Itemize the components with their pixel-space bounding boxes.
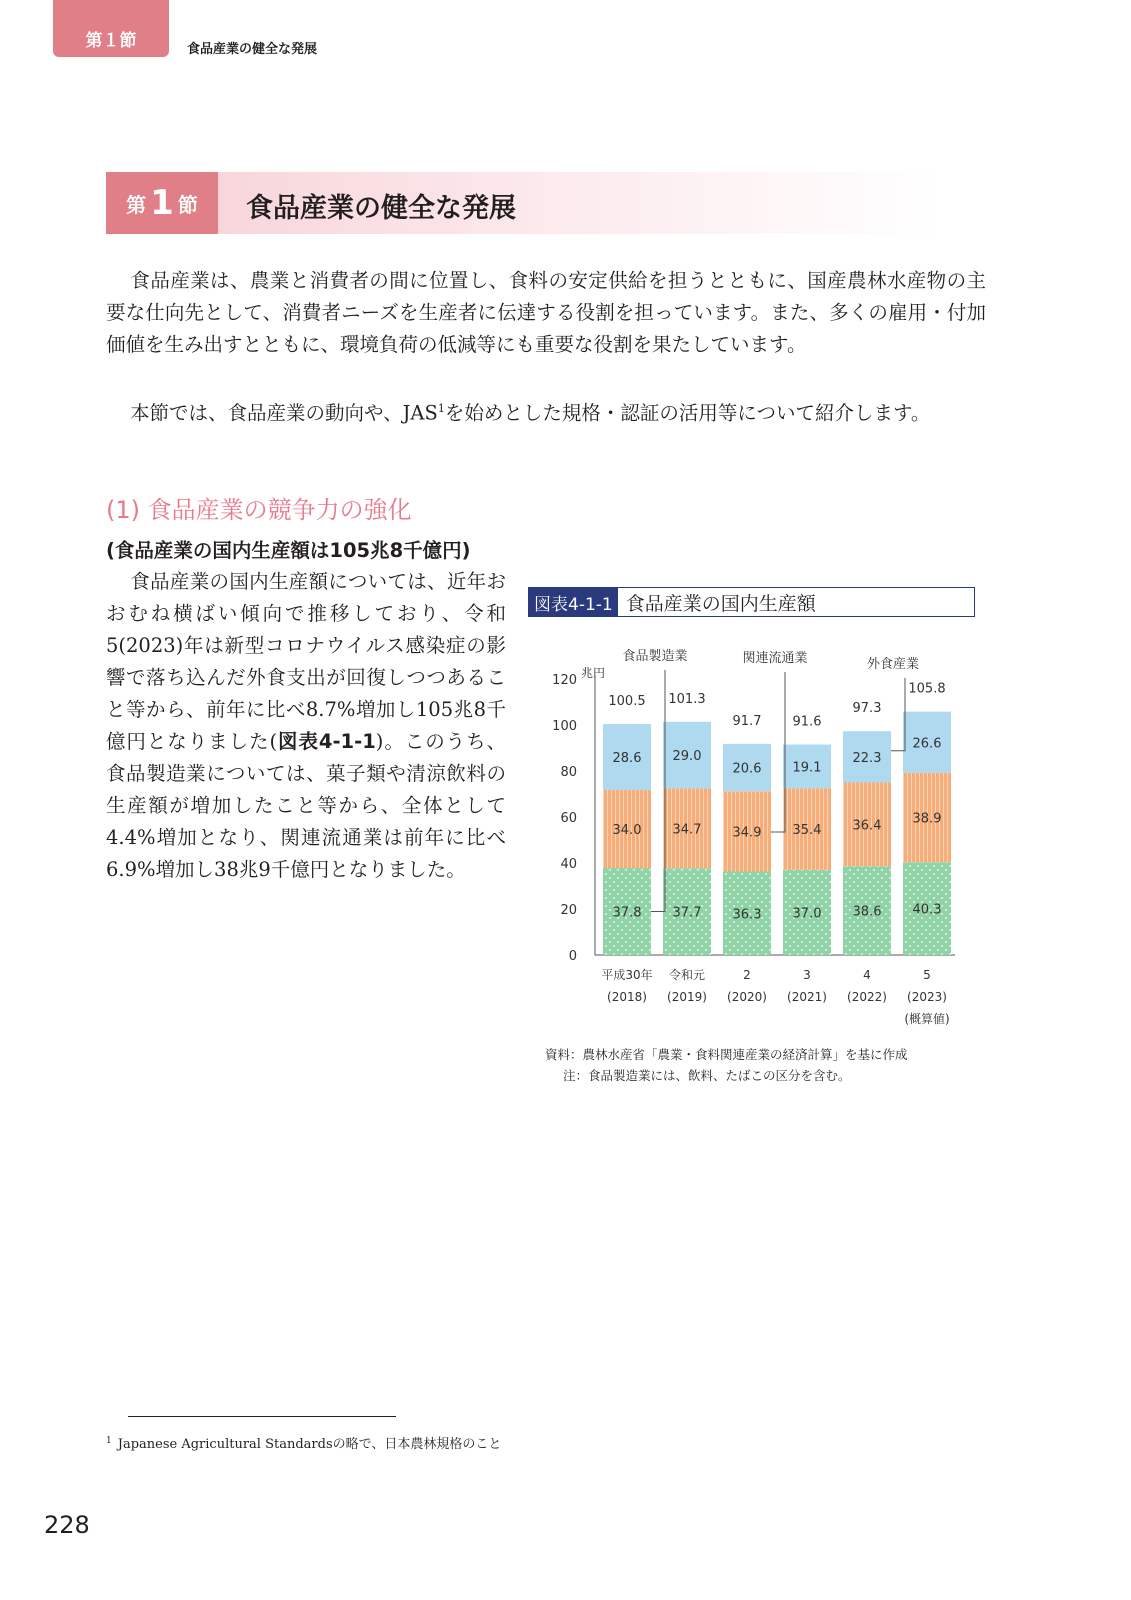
footnote-ref: 1 xyxy=(437,402,445,415)
y-tick-label: 20 xyxy=(560,903,577,918)
section-title: 食品産業の健全な発展 xyxy=(246,193,516,224)
bar-value-label: 37.8 xyxy=(612,905,642,921)
intro-text-2b: を始めとした規格・認証の活用等について紹介します。 xyxy=(444,401,931,425)
bar-value-label: 34.9 xyxy=(732,825,762,841)
y-tick-label: 100 xyxy=(552,719,577,734)
subsection-text-a: 食品産業の国内生産額については、近年おおむね横ばい傾向で推移しており、令和5(2023)年は新型コロナウイルス感染症の影響で落ち込んだ外食支出が回復しつつあること等から、前年に比べ8.7%増加し105兆8千億円となりました( xyxy=(106,570,506,753)
bar-value-label: 28.6 xyxy=(612,750,642,766)
legend-leader-line xyxy=(891,678,905,751)
x-category-label: 令和元 xyxy=(668,968,706,982)
legend-leader-line xyxy=(651,670,665,912)
x-category-label: 4 xyxy=(863,968,871,982)
section-prefix: 第 xyxy=(126,192,147,217)
bar-value-label: 37.7 xyxy=(672,905,702,921)
bar-total-label: 100.5 xyxy=(608,694,646,710)
running-header-title: 食品産業の健全な発展 xyxy=(187,42,318,57)
x-category-label: (2023) xyxy=(907,990,947,1004)
footnote-mark: 1 xyxy=(106,1435,112,1446)
stacked-bar-chart xyxy=(540,640,980,1035)
footnote xyxy=(106,1433,501,1452)
bar-total-label: 105.8 xyxy=(908,681,946,697)
bar-total-label: 91.7 xyxy=(732,713,762,729)
x-category-label: (2022) xyxy=(847,990,887,1004)
figure-number: 図表4-1-1 xyxy=(529,588,618,616)
y-axis-unit: 兆円 xyxy=(581,666,606,680)
bar-value-label: 36.3 xyxy=(732,907,762,923)
bar-value-label: 22.3 xyxy=(852,750,882,766)
bar-value-label: 38.9 xyxy=(912,811,942,827)
intro-paragraph-2 xyxy=(106,393,986,430)
x-category-label: (概算値) xyxy=(904,1012,950,1026)
bar-total-label: 97.3 xyxy=(852,701,882,717)
legend-leader-line xyxy=(771,672,785,832)
x-category-label: (2019) xyxy=(667,990,707,1004)
bar-value-label: 37.0 xyxy=(792,906,822,922)
footnote-text: Japanese Agricultural Standardsの略で、日本農林規格のこと xyxy=(117,1437,502,1452)
figure-note: 注：食品製造業には、飲料、たばこの区分を含む。 xyxy=(563,1068,851,1083)
legend-label: 食品製造業 xyxy=(622,649,688,664)
y-tick-label: 0 xyxy=(568,949,577,964)
running-header-section: 第１節 xyxy=(85,31,137,51)
x-category-label: 5 xyxy=(923,968,931,982)
x-category-label: (2021) xyxy=(787,990,827,1004)
section-number: 1 xyxy=(150,183,174,223)
legend-label: 関連流通業 xyxy=(742,651,808,666)
bar-value-label: 20.6 xyxy=(732,761,762,777)
bar-value-label: 29.0 xyxy=(672,749,702,765)
figure-title: 食品産業の国内生産額 xyxy=(625,592,816,615)
subsection-bold-heading: (食品産業の国内生産額は105兆8千億円) xyxy=(106,539,471,562)
y-tick-label: 80 xyxy=(560,765,577,780)
y-tick-label: 40 xyxy=(560,857,577,872)
bar-value-label: 19.1 xyxy=(792,760,822,776)
bar-value-label: 35.4 xyxy=(792,823,822,839)
intro-paragraph-1 xyxy=(106,265,986,361)
bar-value-label: 34.7 xyxy=(672,822,702,838)
y-tick-label: 60 xyxy=(560,811,577,826)
running-header-section-tab xyxy=(53,0,169,57)
bar-value-label: 38.6 xyxy=(852,904,882,920)
section-banner xyxy=(106,172,940,234)
figure-reference: 図表4-1-1 xyxy=(277,730,376,753)
section-badge xyxy=(106,172,218,234)
subsection-paragraph xyxy=(106,566,506,886)
figure-header xyxy=(528,587,975,617)
bar-value-label: 40.3 xyxy=(912,902,942,918)
legend-label: 外食産業 xyxy=(866,657,920,672)
intro-text-1: 食品産業は、農業と消費者の間に位置し、食料の安定供給を担うとともに、国産農林水産物の主要な仕向先として、消費者ニーズを生産者に伝達する役割を担っています。また、多くの雇用・付加価値を生み出すとともに、環境負荷の低減等にも重要な役割を果たしています。 xyxy=(106,269,986,356)
bar-value-label: 34.0 xyxy=(612,822,642,838)
footnote-divider xyxy=(128,1416,396,1417)
y-tick-label: 120 xyxy=(552,673,577,688)
intro-text-2a: 本節では、食品産業の動向や、JAS xyxy=(130,401,438,425)
x-category-label: 3 xyxy=(803,968,811,982)
page-number: 228 xyxy=(44,1511,90,1539)
section-suffix: 節 xyxy=(177,192,198,217)
subsection-heading: (1) 食品産業の競争力の強化 xyxy=(106,496,412,524)
x-category-label: (2020) xyxy=(727,990,767,1004)
bar-value-label: 26.6 xyxy=(912,736,942,752)
x-category-label: 2 xyxy=(743,968,751,982)
bar-total-label: 101.3 xyxy=(668,691,706,707)
bar-value-label: 36.4 xyxy=(852,818,882,834)
bar-total-label: 91.6 xyxy=(792,714,822,730)
x-category-label: (2018) xyxy=(607,990,647,1004)
x-category-label: 平成30年 xyxy=(601,968,653,982)
subsection-text-b: )。このうち、食品製造業については、菓子類や清涼飲料の生産額が増加したこと等から、全体として4.4%増加となり、関連流通業は前年に比べ6.9%増加し38兆9千億円となりました。 xyxy=(106,730,507,881)
figure-source: 資料：農林水産省「農業・食料関連産業の経済計算」を基に作成 xyxy=(545,1047,908,1062)
